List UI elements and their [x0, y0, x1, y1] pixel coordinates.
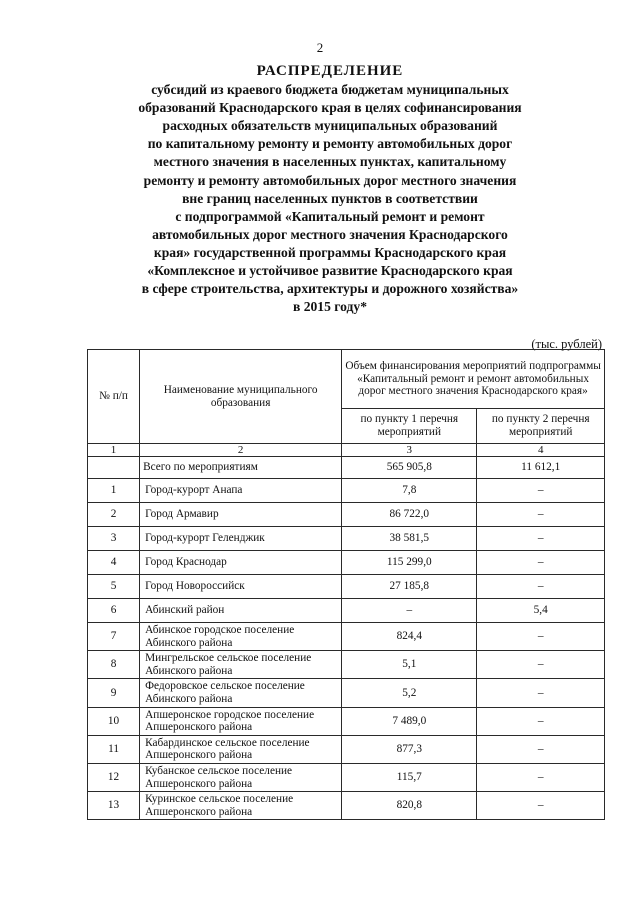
row-name: Мингрельское сельское поселение Абинского района [140, 651, 342, 679]
title-line: местного значения в населенных пунктах, капитальному [153, 154, 507, 170]
header-item2: по пункту 2 перечня мероприятий [477, 409, 605, 444]
table-row [88, 527, 605, 551]
title-line: в 2015 году* [292, 299, 368, 315]
title-line: «Комплексное и устойчивое развитие Краснодарского края [147, 263, 513, 279]
row-name: Город Краснодар [140, 551, 342, 575]
title-line: ремонту и ремонту автомобильных дорог местного значения [143, 172, 517, 188]
row-item1: 820,8 [342, 792, 477, 820]
table-row [88, 575, 605, 599]
row-item2: – [477, 503, 605, 527]
row-item1: 7,8 [342, 479, 477, 503]
header-name: Наименование муниципального образования [140, 350, 342, 444]
row-name: Куринское сельское поселение Апшеронского района [140, 792, 342, 820]
row-item2: – [477, 527, 605, 551]
total-row [88, 457, 605, 479]
row-item2: – [477, 575, 605, 599]
row-name: Город-курорт Анапа [140, 479, 342, 503]
table-row [88, 503, 605, 527]
column-index: 4 [477, 444, 605, 457]
row-item2: 5,4 [477, 599, 605, 623]
header-funding-group: Объем финансирования мероприятий подпрограммы «Капитальный ремонт и ремонт автомобильных дорог местного значения Краснодарского края» [342, 350, 605, 409]
title-line: субсидий из краевого бюджета бюджетам муниципальных [151, 82, 509, 98]
total-item1-cell: 565 905,8 [342, 457, 477, 479]
row-num: 5 [88, 575, 140, 599]
title-line: расходных обязательств муниципальных образований [162, 118, 498, 134]
page-number: 2 [316, 40, 324, 55]
document-title [60, 62, 600, 316]
title-line: в сфере строительства, архитектуры и дорожного хозяйства» [141, 281, 519, 297]
row-item2: – [477, 707, 605, 735]
title-main: РАСПРЕДЕЛЕНИЕ [256, 63, 404, 79]
title-line: вне границ населенных пунктов в соответствии [182, 190, 478, 206]
row-item2: – [477, 792, 605, 820]
row-num: 9 [88, 679, 140, 707]
row-num: 7 [88, 623, 140, 651]
row-item2: – [477, 623, 605, 651]
column-index: 1 [88, 444, 140, 457]
row-item2: – [477, 735, 605, 763]
row-name: Абинское городское поселение Абинского района [140, 623, 342, 651]
row-name: Город-курорт Геленджик [140, 527, 342, 551]
row-item2: – [477, 679, 605, 707]
row-item1: 115,7 [342, 763, 477, 791]
table-row [88, 651, 605, 679]
row-num: 12 [88, 763, 140, 791]
row-num: 11 [88, 735, 140, 763]
row-num: 2 [88, 503, 140, 527]
row-num: 1 [88, 479, 140, 503]
row-item1: 877,3 [342, 735, 477, 763]
row-item1: 86 722,0 [342, 503, 477, 527]
row-item1: – [342, 599, 477, 623]
row-item1: 7 489,0 [342, 707, 477, 735]
header-item1: по пункту 1 перечня мероприятий [342, 409, 477, 444]
total-name-cell: Всего по мероприятиям [140, 457, 342, 479]
total-item2-cell: 11 612,1 [477, 457, 605, 479]
row-num: 4 [88, 551, 140, 575]
column-index: 3 [342, 444, 477, 457]
row-num: 3 [88, 527, 140, 551]
row-item2: – [477, 763, 605, 791]
row-num: 6 [88, 599, 140, 623]
table-row [88, 551, 605, 575]
total-num-cell [88, 457, 140, 479]
table-row [88, 792, 605, 820]
row-name: Город Новороссийск [140, 575, 342, 599]
table-row [88, 479, 605, 503]
row-item2: – [477, 479, 605, 503]
column-index: 2 [140, 444, 342, 457]
row-name: Апшеронское городское поселение Апшеронского района [140, 707, 342, 735]
row-item1: 115 299,0 [342, 551, 477, 575]
title-line: с подпрограммой «Капитальный ремонт и ремонт [175, 208, 485, 224]
row-item1: 27 185,8 [342, 575, 477, 599]
table-row [88, 599, 605, 623]
row-item1: 5,2 [342, 679, 477, 707]
table-row [88, 707, 605, 735]
title-line: автомобильных дорог местного значения Краснодарского [152, 226, 508, 242]
table-row [88, 679, 605, 707]
row-num: 10 [88, 707, 140, 735]
table-row [88, 763, 605, 791]
row-name: Город Армавир [140, 503, 342, 527]
title-line: края» государственной программы Краснодарского края [153, 244, 507, 260]
units-label: (тыс. рублей) [531, 337, 602, 351]
row-num: 13 [88, 792, 140, 820]
row-item1: 38 581,5 [342, 527, 477, 551]
row-item1: 824,4 [342, 623, 477, 651]
row-item1: 5,1 [342, 651, 477, 679]
row-name: Кубанское сельское поселение Апшеронского района [140, 763, 342, 791]
table-row [88, 623, 605, 651]
row-num: 8 [88, 651, 140, 679]
row-name: Федоровское сельское поселение Абинского района [140, 679, 342, 707]
header-num: № п/п [88, 350, 140, 444]
row-name: Кабардинское сельское поселение Апшеронского района [140, 735, 342, 763]
row-item2: – [477, 551, 605, 575]
title-line: по капитальному ремонту и ремонту автомобильных дорог [147, 136, 513, 152]
row-item2: – [477, 651, 605, 679]
row-name: Абинский район [140, 599, 342, 623]
title-line: образований Краснодарского края в целях софинансирования [138, 100, 522, 116]
table-row [88, 735, 605, 763]
distribution-table [87, 349, 605, 820]
